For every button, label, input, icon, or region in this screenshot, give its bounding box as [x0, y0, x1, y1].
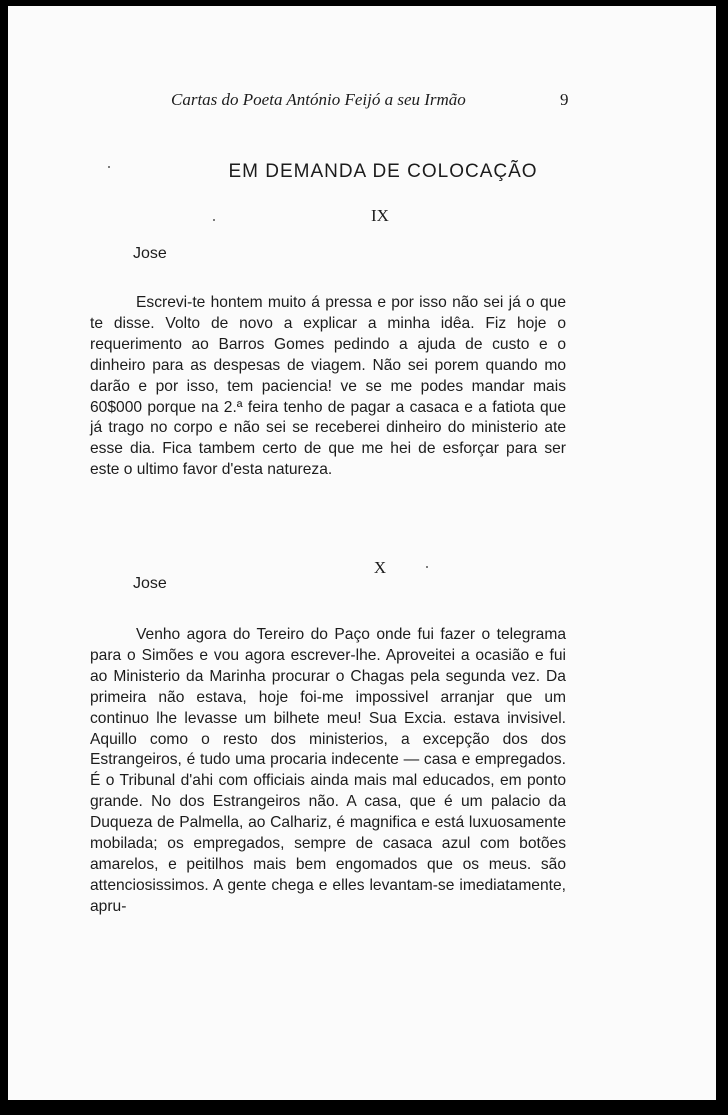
- letter-numeral-ix: IX: [371, 206, 389, 225]
- print-speck: [426, 566, 428, 568]
- running-title: Cartas do Poeta António Feijó a seu Irmão: [171, 90, 466, 109]
- book-page: [8, 6, 716, 1100]
- print-speck: [213, 219, 215, 221]
- letter-salutation: Jose: [133, 575, 167, 592]
- letter-salutation: Jose: [133, 245, 167, 262]
- page-number: 9: [560, 90, 569, 109]
- letter-numeral-x: X: [373, 558, 387, 577]
- letter-body: Escrevi-te hontem muito á pressa e por isso não sei já o que te disse. Volto de novo a explicar a minha idêa. Fiz hoje o requerimento ao Barros Gomes pedindo a ajuda de custo e o dinheiro para as despesas de viagem. Não sei porem quando mo darão e por isso, tem paciencia! ve se me podes mandar mais 60$000 porque na 2.ª feira tenho de pagar a casaca e a fatiota que já trago no corpo e não sei se receberei dinheiro do ministerio ate esse dia. Fica tambem certo de que me hei de esforçar para ser este o ultimo favor d'esta natureza.: [90, 294, 566, 479]
- letter-body: Venho agora do Tereiro do Paço onde fui fazer o telegrama para o Simões e vou agora escrever-lhe. Aproveitei a ocasião e fui ao Ministerio da Marinha procurar o Chagas pela segunda vez. Da primeira não estava, hoje foi-me impossivel arranjar que um continuo lhe levasse um bilhete meu! Sua Excia. estava invisivel. Aquillo como o resto dos ministerios, a excepção dos dos Estrangeiros, é tudo uma procaria indecente — casa e empregados. É o Tribunal d'ahi com officiais ainda mais mal educados, em ponto grande. No dos Estrangeiros não. A casa, que é um palacio da Duqueza de Palmella, ao Calhariz, é magnifica e está luxuosamente mobilada; os empregados, sempre de casaca azul com botões amarelos, e peitilhos mais bem engomados que os meus. são attenciosissimos. A gente chega e elles levantam-se imediatamente, apru-: [90, 626, 566, 915]
- print-speck: [108, 166, 110, 168]
- chapter-title: EM DEMANDA DE COLOCAÇÃO: [228, 161, 538, 182]
